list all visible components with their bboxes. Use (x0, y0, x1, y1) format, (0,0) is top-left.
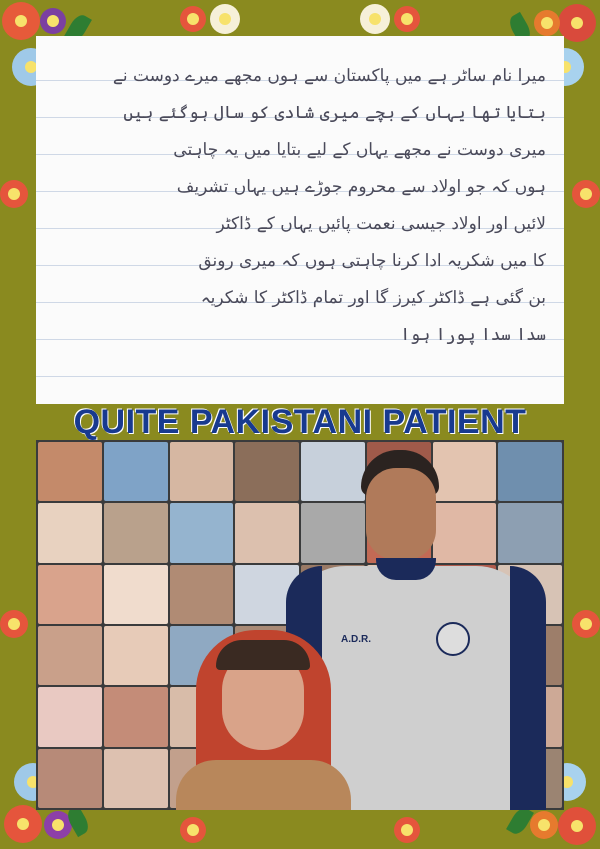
flower-ornament (534, 10, 560, 36)
flower-ornament (360, 4, 390, 34)
flower-ornament (572, 180, 600, 208)
crest-icon (436, 622, 470, 656)
woman-figure (176, 630, 351, 810)
note-text: میرا نام ساٹر ہے میں پاکستان سے ہوں مجھے میرے دوست نے بتایا تھا یہاں کے بچے میری شادی کو سال ہوگئے ہیں میری دوست نے مجھے یہاں کے لیے بتایا میں یہ چاہتی ہوں کہ جو اولاد سے محروم جوڑے ہیں یہاں تشریف لائیں اور اولاد جیسی نعمت پائیں یہاں کے ڈاکٹر کا میں شکریہ ادا کرنا چاہتی ہوں کہ میری رونق بن گئی ہے ڈاکٹر کیرز گا اور تمام ڈاکٹر کا شکریہ سدا سدا پورا ہوا (112, 66, 546, 345)
flower-ornament (2, 2, 40, 40)
poster-title: QUITE PAKISTANI PATIENT (73, 402, 527, 441)
flower-ornament (0, 180, 28, 208)
flower-ornament (530, 811, 558, 839)
flower-ornament (394, 6, 420, 32)
flower-ornament (394, 817, 420, 843)
flower-ornament (180, 6, 206, 32)
flower-ornament (180, 817, 206, 843)
shirt-label: A.D.R. (341, 634, 371, 645)
flower-ornament (4, 805, 42, 843)
flower-ornament (558, 807, 596, 845)
flower-ornament (572, 610, 600, 638)
flower-ornament (210, 4, 240, 34)
patient-photo (36, 440, 564, 810)
flower-ornament (40, 8, 66, 34)
flower-ornament (0, 610, 28, 638)
handwritten-note (36, 36, 564, 404)
